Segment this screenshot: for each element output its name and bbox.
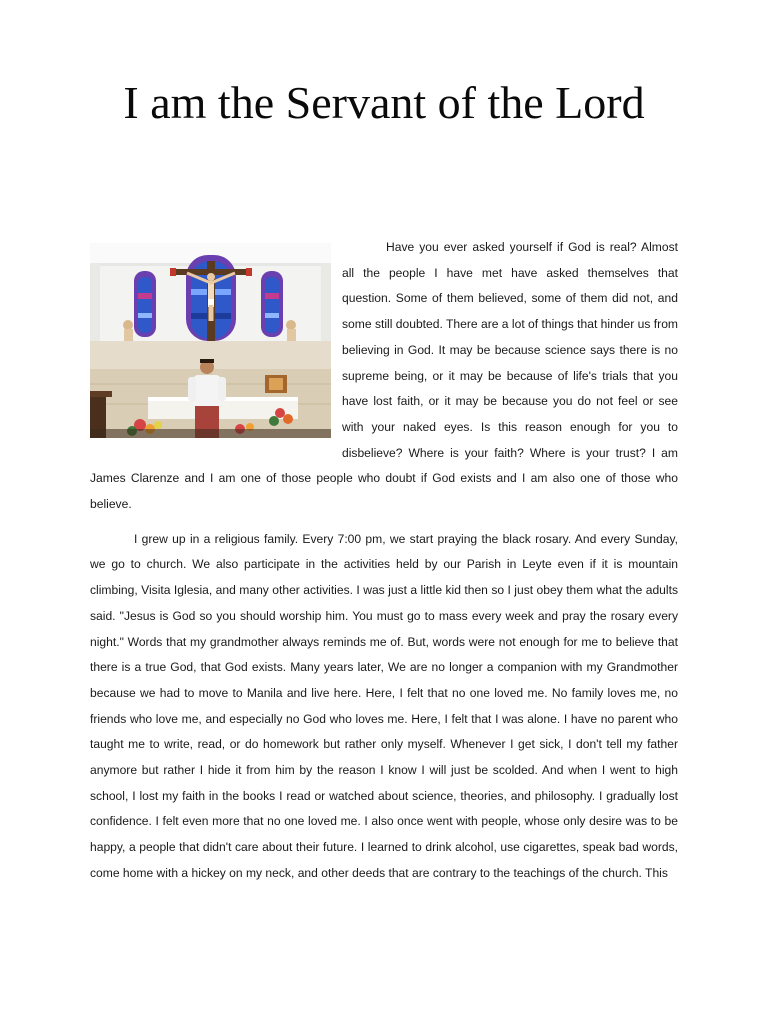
paragraph-1-text: Have you ever asked yourself if God is real? Almost all the people I have met have asked themselves that question. Some of them believed, some of them did not, and some still doubted. There are a lot of things that hinder us from believing in God. It may be because science says there is no supreme being, or it may be because of life's trials that you have lost faith, or it may be because you do not feel or see with your naked eyes. Is this reason enough for you to disbelieve? Where is your faith? Where is your trust? I am James Clarenze and I am one of those people who doubt if God exists and I am also one of those who believe.: [90, 240, 678, 512]
church-altar-photo: [90, 243, 331, 438]
article-body: [90, 235, 678, 887]
paragraph-2-text: I grew up in a religious family. Every 7:00 pm, we start praying the black rosary. And every Sunday, we go to church. We also participate in the activities held by our Parish in Leyte even if it is mountain climbing, Visita Iglesia, and many other activities. I was just a little kid then so I just obey them what the adults said. "Jesus is God so you should worship him. You must go to mass every week and pray the rosary every night." Words that my grandmother always reminds me of. But, words were not enough for me to believe that there is a true God, that God exists. Many years later, We are no longer a companion with my Grandmother because we had to move to Manila and live here. Here, I felt that no one loved me. No family loves me, no friends who love me, and especially no God who loves me. Here, I felt that I was alone. I have no parent who taught me to write, read, or do homework but rather only myself. Whenever I get sick, I don't tell my father anymore but rather I hide it from him by the reason I know I will just be scolded. And when I went to high school, I lost my faith in the books I read or watched about science, theories, and philosophy. I gradually lost confidence. I felt even more that no one loved me. I also once went with people, whose only desire was to be happy, a people that didn't care about their future. I learned to drink alcohol, use cigarettes, speak bad words, come home with a hickey on my neck, and other deeds that are contrary to the teachings of the church. This: [90, 531, 678, 880]
paragraph-2: [90, 527, 678, 887]
page-title: I am the Servant of the Lord: [123, 77, 645, 128]
